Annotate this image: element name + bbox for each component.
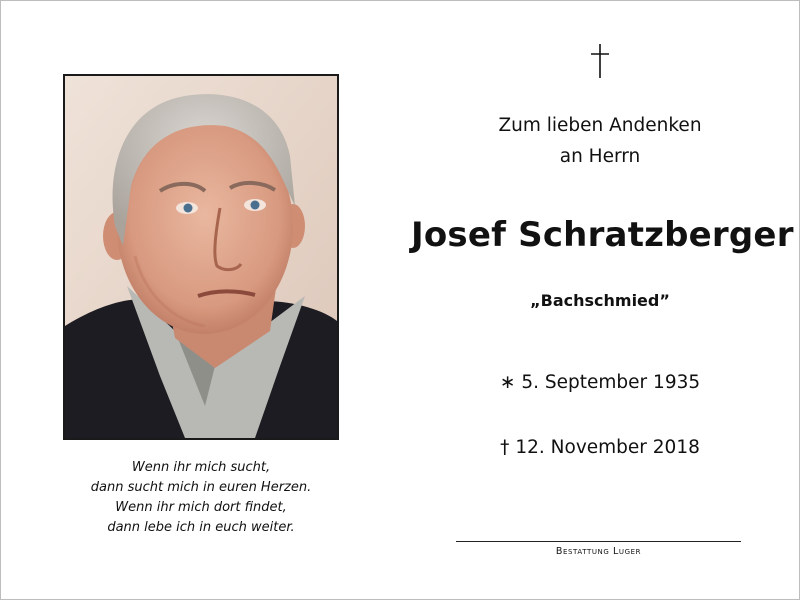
poem-line: dann lebe ich in euch weiter. [107, 520, 295, 535]
portrait-photo [63, 74, 339, 440]
poem-line: Wenn ihr mich sucht, [131, 460, 271, 475]
funeral-home-label: Bestattung Luger [555, 546, 642, 557]
memorial-poem [63, 458, 339, 538]
dedication-line-2: an Herrn [559, 146, 641, 167]
deceased-name: Josef Schratzberger [411, 215, 794, 255]
death-date-line [441, 437, 759, 458]
divider [456, 541, 741, 542]
portrait-image [65, 76, 337, 438]
poem-line: dann sucht mich in euren Herzen. [90, 480, 312, 495]
birth-star-icon: ∗ [499, 372, 516, 393]
deceased-nickname: „Bachschmied” [530, 291, 670, 310]
birth-date: 5. September 1935 [521, 372, 701, 393]
death-cross-icon: † [500, 437, 510, 458]
death-date: 12. November 2018 [515, 437, 700, 458]
birth-date-line [441, 372, 759, 393]
poem-line: Wenn ihr mich dort findet, [115, 500, 287, 515]
dedication-line-1: Zum lieben Andenken [498, 115, 702, 136]
latin-cross-icon [585, 41, 615, 81]
dedication [441, 110, 759, 172]
